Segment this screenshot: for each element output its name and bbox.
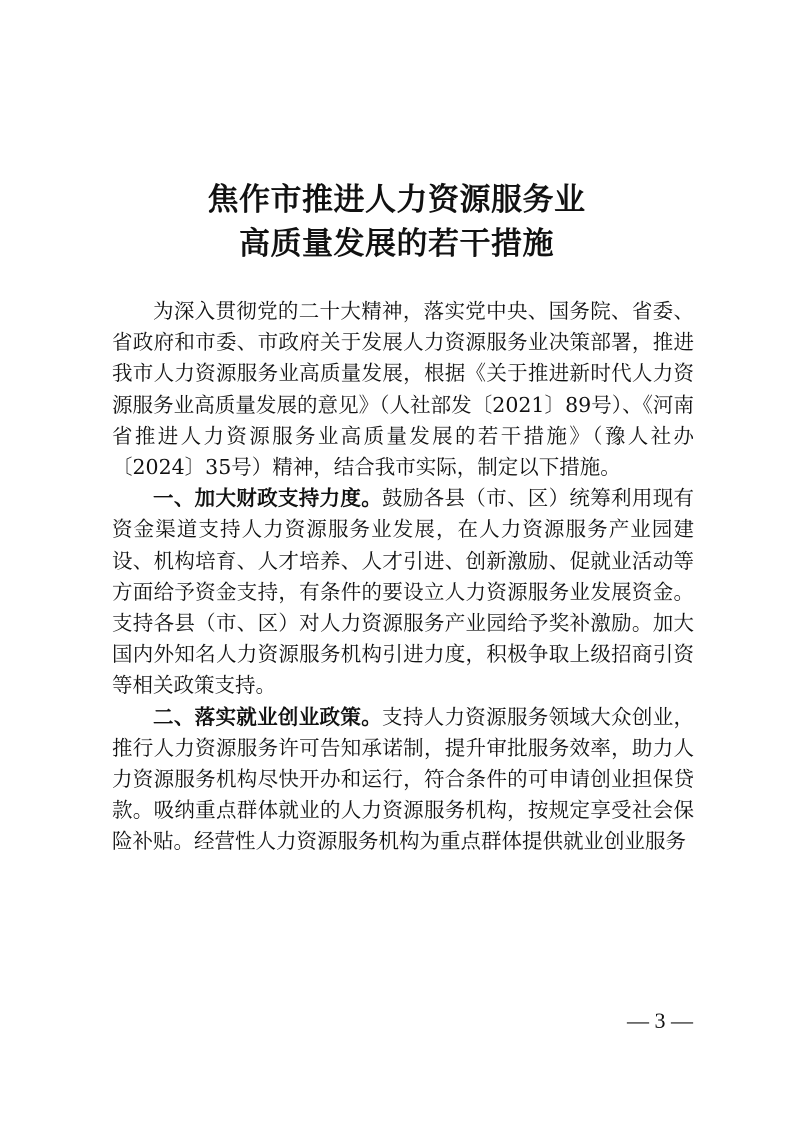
document-title: [0, 178, 793, 266]
intro-paragraph: 为深入贯彻党的二十大精神，落实党中央、国务院、省委、省政府和市委、市政府关于发展人力资源服务业决策部署，推进我市人力资源服务业高质量发展，根据《关于推进新时代人力资源服务业高质量发展的意见》（人社部发〔2021〕89号）、《河南省推进人力资源服务业高质量发展的若干措施》（豫人社办〔2024〕35号）精神，结合我市实际，制定以下措施。: [112, 299, 694, 480]
title-line-2: 高质量发展的若干措施: [239, 226, 554, 262]
section-1-heading: 一、加大财政支持力度。: [153, 486, 383, 511]
document-body: [112, 296, 694, 858]
section-2-paragraph: [112, 702, 694, 858]
section-2-text: 支持人力资源服务领域大众创业，推行人力资源服务许可告知承诺制，提升审批服务效率，助力人力资源服务机构尽快开办和运行，符合条件的可申请创业担保贷款。吸纳重点群体就业的人力资源服务机构，按规定享受社会保险补贴。经营性人力资源服务机构为重点群体提供就业创业服务: [112, 704, 695, 854]
title-line-1: 焦作市推进人力资源服务业: [207, 182, 586, 218]
section-1-paragraph: [112, 483, 694, 701]
section-2-heading: 二、落实就业创业政策。: [153, 704, 383, 729]
section-1-text: 鼓励各县（市、区）统筹利用现有资金渠道支持人力资源服务业发展，在人力资源服务产业园建设、机构培育、人才培养、人才引进、创新激励、促就业活动等方面给予资金支持，有条件的要设立人力资源服务业发展资金。支持各县（市、区）对人力资源服务产业园给予奖补激励。加大国内外知名人力资源服务机构引进力度，积极争取上级招商引资等相关政策支持。: [112, 486, 695, 698]
page-number: — 3 —: [627, 1008, 693, 1033]
